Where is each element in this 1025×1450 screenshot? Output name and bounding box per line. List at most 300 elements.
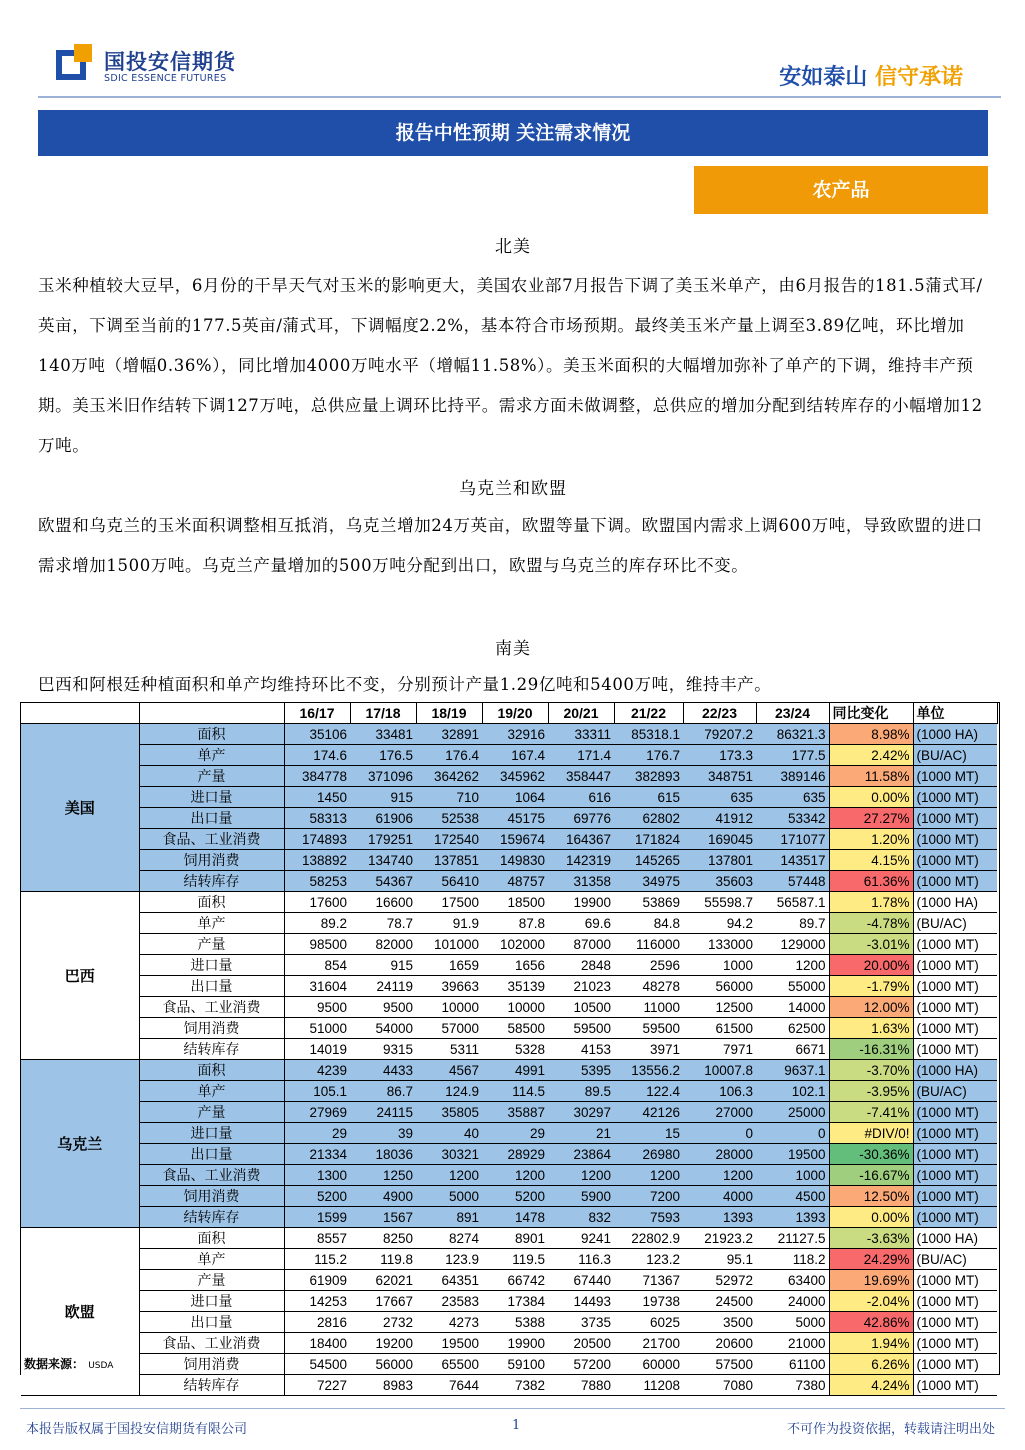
value-cell: 1000 — [683, 955, 756, 976]
table-body — [21, 724, 997, 1396]
value-cell: 58313 — [284, 808, 350, 829]
value-cell: 4239 — [284, 1060, 350, 1081]
value-cell: 24000 — [756, 1291, 829, 1312]
value-cell: 105.1 — [284, 1081, 350, 1102]
value-cell: 19900 — [482, 1333, 548, 1354]
footer-disclaimer: 不可作为投资依据，转载请注明出处 — [786, 1422, 995, 1437]
value-cell: 1659 — [416, 955, 482, 976]
region-label: 乌克兰 — [21, 1060, 139, 1228]
value-cell: 1250 — [350, 1165, 416, 1186]
section-heading-south-america: 南美 — [495, 639, 531, 659]
value-cell: 176.4 — [416, 745, 482, 766]
value-cell: 55598.7 — [683, 892, 756, 913]
value-cell: 118.2 — [756, 1249, 829, 1270]
table-row — [21, 1060, 997, 1081]
value-cell: 59100 — [482, 1354, 548, 1375]
value-cell: 42126 — [614, 1102, 683, 1123]
yoy-change-cell: 19.69% — [829, 1270, 913, 1291]
value-cell: 54367 — [350, 871, 416, 892]
table-row — [21, 1123, 997, 1144]
value-cell: 1200 — [416, 1165, 482, 1186]
value-cell: 167.4 — [482, 745, 548, 766]
value-cell: 123.9 — [416, 1249, 482, 1270]
value-cell: 63400 — [756, 1270, 829, 1291]
value-cell: 67440 — [548, 1270, 614, 1291]
value-cell: 69776 — [548, 808, 614, 829]
value-cell: 23864 — [548, 1144, 614, 1165]
value-cell: 8983 — [350, 1375, 416, 1396]
value-cell: 115.2 — [284, 1249, 350, 1270]
unit-cell: (1000 MT) — [913, 766, 997, 787]
value-cell: 116000 — [614, 934, 683, 955]
unit-cell: (1000 MT) — [913, 787, 997, 808]
value-cell: 35805 — [416, 1102, 482, 1123]
unit-cell: (BU/AC) — [913, 913, 997, 934]
value-cell: 119.8 — [350, 1249, 416, 1270]
value-cell: 59500 — [548, 1018, 614, 1039]
table-row — [21, 1228, 997, 1249]
value-cell: 10000 — [482, 997, 548, 1018]
value-cell: 23583 — [416, 1291, 482, 1312]
metric-label: 饲用消费 — [139, 1186, 284, 1207]
metric-label: 结转库存 — [139, 871, 284, 892]
table-row — [21, 1354, 997, 1375]
metric-label: 产量 — [139, 934, 284, 955]
metric-label: 饲用消费 — [139, 1018, 284, 1039]
value-cell: 9637.1 — [756, 1060, 829, 1081]
unit-cell: (1000 HA) — [913, 1060, 997, 1081]
unit-cell: (BU/AC) — [913, 1081, 997, 1102]
value-cell: 5395 — [548, 1060, 614, 1081]
yoy-change-cell: #DIV/0! — [829, 1123, 913, 1144]
value-cell: 1200 — [548, 1165, 614, 1186]
metric-label: 产量 — [139, 766, 284, 787]
value-cell: 174.6 — [284, 745, 350, 766]
table-row — [21, 892, 997, 913]
source-name: USDA — [88, 1361, 114, 1371]
value-cell: 78.7 — [350, 913, 416, 934]
unit-cell: (1000 MT) — [913, 1270, 997, 1291]
table-row — [21, 1291, 997, 1312]
value-cell: 19738 — [614, 1291, 683, 1312]
value-cell: 4433 — [350, 1060, 416, 1081]
yoy-change-cell: 8.98% — [829, 724, 913, 745]
value-cell: 28929 — [482, 1144, 548, 1165]
data-table — [21, 703, 998, 1396]
value-cell: 4567 — [416, 1060, 482, 1081]
value-cell: 19500 — [416, 1333, 482, 1354]
value-cell: 82000 — [350, 934, 416, 955]
region-label: 欧盟 — [21, 1228, 139, 1396]
yoy-change-cell: -3.95% — [829, 1081, 913, 1102]
value-cell: 635 — [683, 787, 756, 808]
value-cell: 89.7 — [756, 913, 829, 934]
page-number: 1 — [512, 1418, 521, 1433]
value-cell: 32916 — [482, 724, 548, 745]
unit-cell: (1000 MT) — [913, 1333, 997, 1354]
value-cell: 79207.2 — [683, 724, 756, 745]
unit-cell: (1000 MT) — [913, 1312, 997, 1333]
value-cell: 65500 — [416, 1354, 482, 1375]
metric-label: 进口量 — [139, 1123, 284, 1144]
value-cell: 1200 — [614, 1165, 683, 1186]
value-cell: 62500 — [756, 1018, 829, 1039]
yoy-change-cell: 4.24% — [829, 1375, 913, 1396]
value-cell: 21334 — [284, 1144, 350, 1165]
source-label: 数据来源： — [24, 1357, 85, 1371]
value-cell: 382893 — [614, 766, 683, 787]
value-cell: 29 — [482, 1123, 548, 1144]
value-cell: 21923.2 — [683, 1228, 756, 1249]
value-cell: 6671 — [756, 1039, 829, 1060]
value-cell: 29 — [284, 1123, 350, 1144]
value-cell: 57448 — [756, 871, 829, 892]
value-cell: 615 — [614, 787, 683, 808]
table-row — [21, 724, 997, 745]
value-cell: 915 — [350, 787, 416, 808]
value-cell: 10007.8 — [683, 1060, 756, 1081]
category-tag: 农产品 — [694, 166, 988, 214]
value-cell: 174893 — [284, 829, 350, 850]
value-cell: 34975 — [614, 871, 683, 892]
value-cell: 33481 — [350, 724, 416, 745]
value-cell: 122.4 — [614, 1081, 683, 1102]
value-cell: 164367 — [548, 829, 614, 850]
value-cell: 1599 — [284, 1207, 350, 1228]
metric-label: 饲用消费 — [139, 1354, 284, 1375]
value-cell: 40 — [416, 1123, 482, 1144]
value-cell: 15 — [614, 1123, 683, 1144]
value-cell: 9500 — [284, 997, 350, 1018]
value-cell: 0 — [683, 1123, 756, 1144]
value-cell: 62802 — [614, 808, 683, 829]
value-cell: 35139 — [482, 976, 548, 997]
metric-label: 面积 — [139, 724, 284, 745]
value-cell: 5311 — [416, 1039, 482, 1060]
value-cell: 171.4 — [548, 745, 614, 766]
value-cell: 102.1 — [756, 1081, 829, 1102]
metric-label: 出口量 — [139, 1312, 284, 1333]
value-cell: 89.5 — [548, 1081, 614, 1102]
value-cell: 27000 — [683, 1102, 756, 1123]
metric-label: 产量 — [139, 1102, 284, 1123]
unit-cell: (1000 HA) — [913, 892, 997, 913]
value-cell: 48278 — [614, 976, 683, 997]
value-cell: 61909 — [284, 1270, 350, 1291]
yoy-change-cell: -3.70% — [829, 1060, 913, 1081]
value-cell: 371096 — [350, 766, 416, 787]
metric-label: 食品、工业消费 — [139, 829, 284, 850]
unit-cell: (1000 MT) — [913, 1039, 997, 1060]
footer-copyright: 本报告版权属于国投安信期货有限公司 — [26, 1422, 248, 1437]
value-cell: 179251 — [350, 829, 416, 850]
yoy-change-cell: -16.67% — [829, 1165, 913, 1186]
value-cell: 129000 — [756, 934, 829, 955]
header-divider — [38, 96, 1001, 98]
value-cell: 59500 — [614, 1018, 683, 1039]
metric-label: 出口量 — [139, 976, 284, 997]
value-cell: 86321.3 — [756, 724, 829, 745]
value-cell: 10000 — [416, 997, 482, 1018]
value-cell: 10500 — [548, 997, 614, 1018]
metric-label: 结转库存 — [139, 1207, 284, 1228]
value-cell: 61906 — [350, 808, 416, 829]
value-cell: 39663 — [416, 976, 482, 997]
value-cell: 58500 — [482, 1018, 548, 1039]
yoy-change-cell: 12.00% — [829, 997, 913, 1018]
slogan-part2: 信守承诺 — [874, 65, 963, 90]
unit-cell: (1000 MT) — [913, 1207, 997, 1228]
table-row — [21, 1144, 997, 1165]
value-cell: 8557 — [284, 1228, 350, 1249]
value-cell: 616 — [548, 787, 614, 808]
section-heading-north-america: 北美 — [495, 237, 531, 257]
value-cell: 18036 — [350, 1144, 416, 1165]
value-cell: 64351 — [416, 1270, 482, 1291]
unit-cell: (1000 MT) — [913, 1186, 997, 1207]
value-cell: 145265 — [614, 850, 683, 871]
value-cell: 114.5 — [482, 1081, 548, 1102]
value-cell: 9241 — [548, 1228, 614, 1249]
yoy-change-cell: -4.78% — [829, 913, 913, 934]
column-header: 23/24 — [756, 703, 829, 724]
value-cell: 106.3 — [683, 1081, 756, 1102]
table-row — [21, 1207, 997, 1228]
value-cell: 30321 — [416, 1144, 482, 1165]
column-header: 18/19 — [416, 703, 482, 724]
metric-label: 单产 — [139, 1081, 284, 1102]
value-cell: 21127.5 — [756, 1228, 829, 1249]
value-cell: 87000 — [548, 934, 614, 955]
value-cell: 176.7 — [614, 745, 683, 766]
company-name-cn: 国投安信期货 — [104, 50, 236, 74]
table-header-row — [21, 703, 997, 724]
value-cell: 1393 — [756, 1207, 829, 1228]
yoy-change-cell: 1.94% — [829, 1333, 913, 1354]
value-cell: 71367 — [614, 1270, 683, 1291]
table-row — [21, 913, 997, 934]
column-header: 19/20 — [482, 703, 548, 724]
value-cell: 52972 — [683, 1270, 756, 1291]
table-row — [21, 1039, 997, 1060]
value-cell: 7593 — [614, 1207, 683, 1228]
supply-demand-table — [20, 702, 1000, 1393]
value-cell: 384778 — [284, 766, 350, 787]
value-cell: 143517 — [756, 850, 829, 871]
value-cell: 1300 — [284, 1165, 350, 1186]
company-logo-icon — [56, 44, 92, 80]
yoy-change-cell: 11.58% — [829, 766, 913, 787]
value-cell: 54000 — [350, 1018, 416, 1039]
metric-label: 进口量 — [139, 787, 284, 808]
value-cell: 11208 — [614, 1375, 683, 1396]
value-cell: 345962 — [482, 766, 548, 787]
table-row — [21, 955, 997, 976]
value-cell: 39 — [350, 1123, 416, 1144]
value-cell: 1567 — [350, 1207, 416, 1228]
value-cell: 31604 — [284, 976, 350, 997]
footer-divider — [20, 1408, 1005, 1409]
value-cell: 169045 — [683, 829, 756, 850]
value-cell: 66742 — [482, 1270, 548, 1291]
value-cell: 7200 — [614, 1186, 683, 1207]
value-cell: 56000 — [350, 1354, 416, 1375]
value-cell: 31358 — [548, 871, 614, 892]
value-cell: 26980 — [614, 1144, 683, 1165]
value-cell: 5200 — [482, 1186, 548, 1207]
value-cell: 32891 — [416, 724, 482, 745]
value-cell: 1200 — [482, 1165, 548, 1186]
value-cell: 48757 — [482, 871, 548, 892]
value-cell: 2732 — [350, 1312, 416, 1333]
value-cell: 16600 — [350, 892, 416, 913]
yoy-change-cell: 0.00% — [829, 787, 913, 808]
section-heading-ukraine-eu: 乌克兰和欧盟 — [459, 479, 567, 499]
value-cell: 832 — [548, 1207, 614, 1228]
table-row — [21, 1270, 997, 1291]
column-header — [21, 703, 139, 724]
value-cell: 61100 — [756, 1354, 829, 1375]
metric-label: 面积 — [139, 1060, 284, 1081]
report-title: 报告中性预期 关注需求情况 — [38, 110, 988, 156]
value-cell: 61500 — [683, 1018, 756, 1039]
value-cell: 2816 — [284, 1312, 350, 1333]
unit-cell: (1000 MT) — [913, 1018, 997, 1039]
value-cell: 159674 — [482, 829, 548, 850]
value-cell: 17667 — [350, 1291, 416, 1312]
metric-label: 单产 — [139, 745, 284, 766]
value-cell: 1393 — [683, 1207, 756, 1228]
value-cell: 102000 — [482, 934, 548, 955]
value-cell: 41912 — [683, 808, 756, 829]
table-row — [21, 1249, 997, 1270]
value-cell: 116.3 — [548, 1249, 614, 1270]
table-row — [21, 976, 997, 997]
value-cell: 24500 — [683, 1291, 756, 1312]
yoy-change-cell: 2.42% — [829, 745, 913, 766]
value-cell: 52538 — [416, 808, 482, 829]
value-cell: 8250 — [350, 1228, 416, 1249]
table-row — [21, 1186, 997, 1207]
value-cell: 3500 — [683, 1312, 756, 1333]
value-cell: 5328 — [482, 1039, 548, 1060]
metric-label: 单产 — [139, 1249, 284, 1270]
metric-label: 结转库存 — [139, 1375, 284, 1396]
value-cell: 56410 — [416, 871, 482, 892]
unit-cell: (1000 MT) — [913, 1375, 997, 1396]
yoy-change-cell: 12.50% — [829, 1186, 913, 1207]
value-cell: 177.5 — [756, 745, 829, 766]
value-cell: 58253 — [284, 871, 350, 892]
unit-cell: (1000 MT) — [913, 955, 997, 976]
unit-cell: (1000 MT) — [913, 871, 997, 892]
metric-label: 饲用消费 — [139, 850, 284, 871]
value-cell: 86.7 — [350, 1081, 416, 1102]
value-cell: 635 — [756, 787, 829, 808]
value-cell: 6025 — [614, 1312, 683, 1333]
value-cell: 18400 — [284, 1333, 350, 1354]
table-row — [21, 808, 997, 829]
value-cell: 84.8 — [614, 913, 683, 934]
value-cell: 27969 — [284, 1102, 350, 1123]
value-cell: 8274 — [416, 1228, 482, 1249]
unit-cell: (1000 MT) — [913, 997, 997, 1018]
value-cell: 2596 — [614, 955, 683, 976]
value-cell: 5000 — [756, 1312, 829, 1333]
value-cell: 9500 — [350, 997, 416, 1018]
yoy-change-cell: 24.29% — [829, 1249, 913, 1270]
value-cell: 20600 — [683, 1333, 756, 1354]
value-cell: 89.2 — [284, 913, 350, 934]
value-cell: 8901 — [482, 1228, 548, 1249]
table-row — [21, 1333, 997, 1354]
value-cell: 7227 — [284, 1375, 350, 1396]
value-cell: 19900 — [548, 892, 614, 913]
unit-cell: (1000 MT) — [913, 829, 997, 850]
value-cell: 69.6 — [548, 913, 614, 934]
value-cell: 56000 — [683, 976, 756, 997]
value-cell: 51000 — [284, 1018, 350, 1039]
table-row — [21, 1018, 997, 1039]
value-cell: 4273 — [416, 1312, 482, 1333]
unit-cell: (1000 MT) — [913, 934, 997, 955]
column-header: 16/17 — [284, 703, 350, 724]
metric-label: 食品、工业消费 — [139, 1333, 284, 1354]
value-cell: 142319 — [548, 850, 614, 871]
column-header: 21/22 — [614, 703, 683, 724]
company-name-en: SDIC ESSENCE FUTURES — [104, 73, 227, 84]
value-cell: 35603 — [683, 871, 756, 892]
region-label: 巴西 — [21, 892, 139, 1060]
value-cell: 348751 — [683, 766, 756, 787]
yoy-change-cell: 6.26% — [829, 1354, 913, 1375]
value-cell: 891 — [416, 1207, 482, 1228]
value-cell: 11000 — [614, 997, 683, 1018]
unit-cell: (1000 MT) — [913, 1291, 997, 1312]
value-cell: 1200 — [756, 955, 829, 976]
value-cell: 1656 — [482, 955, 548, 976]
unit-cell: (1000 MT) — [913, 1123, 997, 1144]
value-cell: 35887 — [482, 1102, 548, 1123]
table-row — [21, 1081, 997, 1102]
value-cell: 54500 — [284, 1354, 350, 1375]
unit-cell: (1000 MT) — [913, 1144, 997, 1165]
table-row — [21, 997, 997, 1018]
column-header: 同比变化 — [829, 703, 913, 724]
value-cell: 854 — [284, 955, 350, 976]
yoy-change-cell: -7.41% — [829, 1102, 913, 1123]
yoy-change-cell: 1.63% — [829, 1018, 913, 1039]
value-cell: 173.3 — [683, 745, 756, 766]
value-cell: 4500 — [756, 1186, 829, 1207]
table-row — [21, 1165, 997, 1186]
value-cell: 138892 — [284, 850, 350, 871]
value-cell: 25000 — [756, 1102, 829, 1123]
value-cell: 1064 — [482, 787, 548, 808]
value-cell: 1200 — [683, 1165, 756, 1186]
value-cell: 17600 — [284, 892, 350, 913]
unit-cell: (1000 MT) — [913, 1354, 997, 1375]
value-cell: 5900 — [548, 1186, 614, 1207]
value-cell: 94.2 — [683, 913, 756, 934]
value-cell: 1450 — [284, 787, 350, 808]
value-cell: 176.5 — [350, 745, 416, 766]
value-cell: 7644 — [416, 1375, 482, 1396]
column-header: 22/23 — [683, 703, 756, 724]
value-cell: 56587.1 — [756, 892, 829, 913]
value-cell: 45175 — [482, 808, 548, 829]
value-cell: 22802.9 — [614, 1228, 683, 1249]
